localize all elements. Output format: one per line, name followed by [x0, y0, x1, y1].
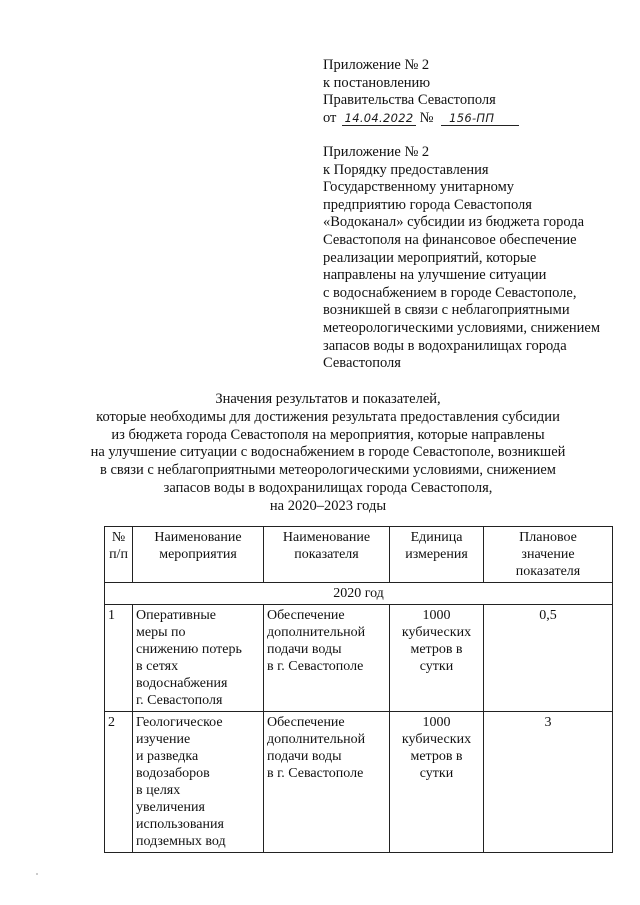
cell-text: дополнительной [267, 625, 366, 640]
cell-text: увеличения [136, 800, 205, 815]
appendix-line: с водоснабжением в городе Севастополе, [323, 284, 577, 301]
row-indicator [264, 605, 390, 712]
header-indicator [264, 527, 390, 583]
appendix-header-resolution [323, 57, 628, 127]
row-unit [390, 712, 484, 853]
cell-text: 1000 [422, 608, 451, 623]
indicators-table [104, 526, 613, 853]
row-num: 2 [105, 712, 133, 853]
appendix-line: Севастополя [323, 355, 401, 372]
table-header-row [105, 527, 613, 583]
appendix-line: Севастополя на финансовое обеспечение [323, 231, 577, 248]
header-text: показателя [294, 547, 359, 562]
header-text: значение [521, 547, 575, 562]
header-text: Наименование [282, 530, 371, 545]
year-cell: 2020 год [105, 583, 613, 605]
cell-text: дополнительной [267, 732, 366, 747]
cell-text: Геологическое [136, 715, 223, 730]
cell-text: использования [136, 817, 224, 832]
appendix-line: реализации мероприятий, которые [323, 249, 537, 266]
header-text: п/п [109, 547, 128, 562]
title-line: запасов воды в водохранилищах города Севастополя, [163, 479, 493, 496]
row-measure [133, 712, 264, 853]
appendix-line: «Водоканал» субсидии из бюджета города [323, 214, 585, 231]
title-line: на улучшение ситуации с водоснабжением в городе Севастополе, возникшей [90, 444, 566, 461]
cell-text: подачи воды [267, 642, 342, 657]
row-value: 3 [484, 712, 613, 853]
appendix-line: Приложение № 2 [323, 144, 430, 160]
appendix-line: к Порядку предоставления [323, 161, 489, 178]
cell-text: г. Севастополя [136, 693, 223, 708]
appendix-line: предприятию города Севастополя [323, 196, 532, 213]
number-prefix: № [419, 109, 434, 126]
row-indicator [264, 712, 390, 853]
appendix-line: метеорологическими условиями, снижением [323, 319, 601, 336]
cell-text: в г. Севастополе [267, 766, 364, 781]
cell-text: кубических [401, 625, 472, 640]
cell-text: водозаборов [136, 766, 210, 781]
handwritten-number: 156-ПП [441, 111, 519, 126]
cell-text: изучение [136, 732, 191, 747]
title-line: в связи с неблагоприятными метеорологическими условиями, снижением [100, 462, 556, 479]
cell-text: в сетях [136, 659, 179, 674]
cell-text: кубических [401, 732, 472, 747]
appendix-line: возникшей в связи с неблагоприятными [323, 302, 570, 319]
cell-text: меры по [136, 625, 186, 640]
title-line: которые необходимы для достижения результата предоставления субсидии [96, 408, 560, 425]
date-prefix: от [323, 109, 337, 126]
cell-text: водоснабжения [136, 676, 228, 691]
cell-text: подземных вод [136, 834, 226, 849]
cell-text: сутки [419, 659, 454, 674]
document-title [88, 391, 568, 516]
appendix-line: направлены на улучшение ситуации [323, 267, 547, 284]
table-row [105, 605, 613, 712]
scan-speck [36, 873, 38, 875]
row-measure [133, 605, 264, 712]
date-number-line [323, 110, 628, 128]
cell-text: метров в [410, 749, 463, 764]
cell-text: 1000 [422, 715, 451, 730]
header-num [105, 527, 133, 583]
header-text: показателя [515, 564, 581, 579]
header-text: № [111, 530, 126, 545]
cell-text: сутки [419, 766, 454, 781]
header-text: Наименование [154, 530, 242, 545]
appendix-line: Государственному унитарному [323, 179, 515, 196]
appendix-line: Приложение № 2 [323, 57, 430, 73]
title-line: Значения результатов и показателей, [215, 391, 441, 407]
row-value: 0,5 [484, 605, 613, 712]
cell-text: в г. Севастополе [267, 659, 364, 674]
title-line: из бюджета города Севастополя на мероприятия, которые направлены [111, 426, 545, 443]
header-measure [133, 527, 264, 583]
cell-text: Оперативные [136, 608, 217, 623]
header-text: Плановое [519, 530, 577, 545]
appendix-line: Правительства Севастополя [323, 92, 496, 109]
handwritten-date: 14.04.2022 [342, 111, 416, 126]
appendix-header-procedure [323, 144, 628, 373]
appendix-line: запасов воды в водохранилищах города [323, 337, 567, 354]
appendix-line: к постановлению [323, 74, 431, 91]
cell-text: Обеспечение [267, 608, 345, 623]
cell-text: метров в [410, 642, 463, 657]
header-text: мероприятия [159, 547, 237, 562]
table-row [105, 712, 613, 853]
cell-text: Обеспечение [267, 715, 345, 730]
cell-text: в целях [136, 783, 181, 798]
row-num: 1 [105, 605, 133, 712]
cell-text: подачи воды [267, 749, 342, 764]
cell-text: и разведка [136, 749, 199, 764]
title-line: на 2020–2023 годы [269, 497, 387, 514]
header-value [484, 527, 613, 583]
header-unit [390, 527, 484, 583]
table-year-row [105, 583, 613, 605]
cell-text: снижению потерь [136, 642, 242, 657]
header-text: Единица [410, 530, 463, 545]
row-unit [390, 605, 484, 712]
header-text: измерения [405, 547, 468, 562]
